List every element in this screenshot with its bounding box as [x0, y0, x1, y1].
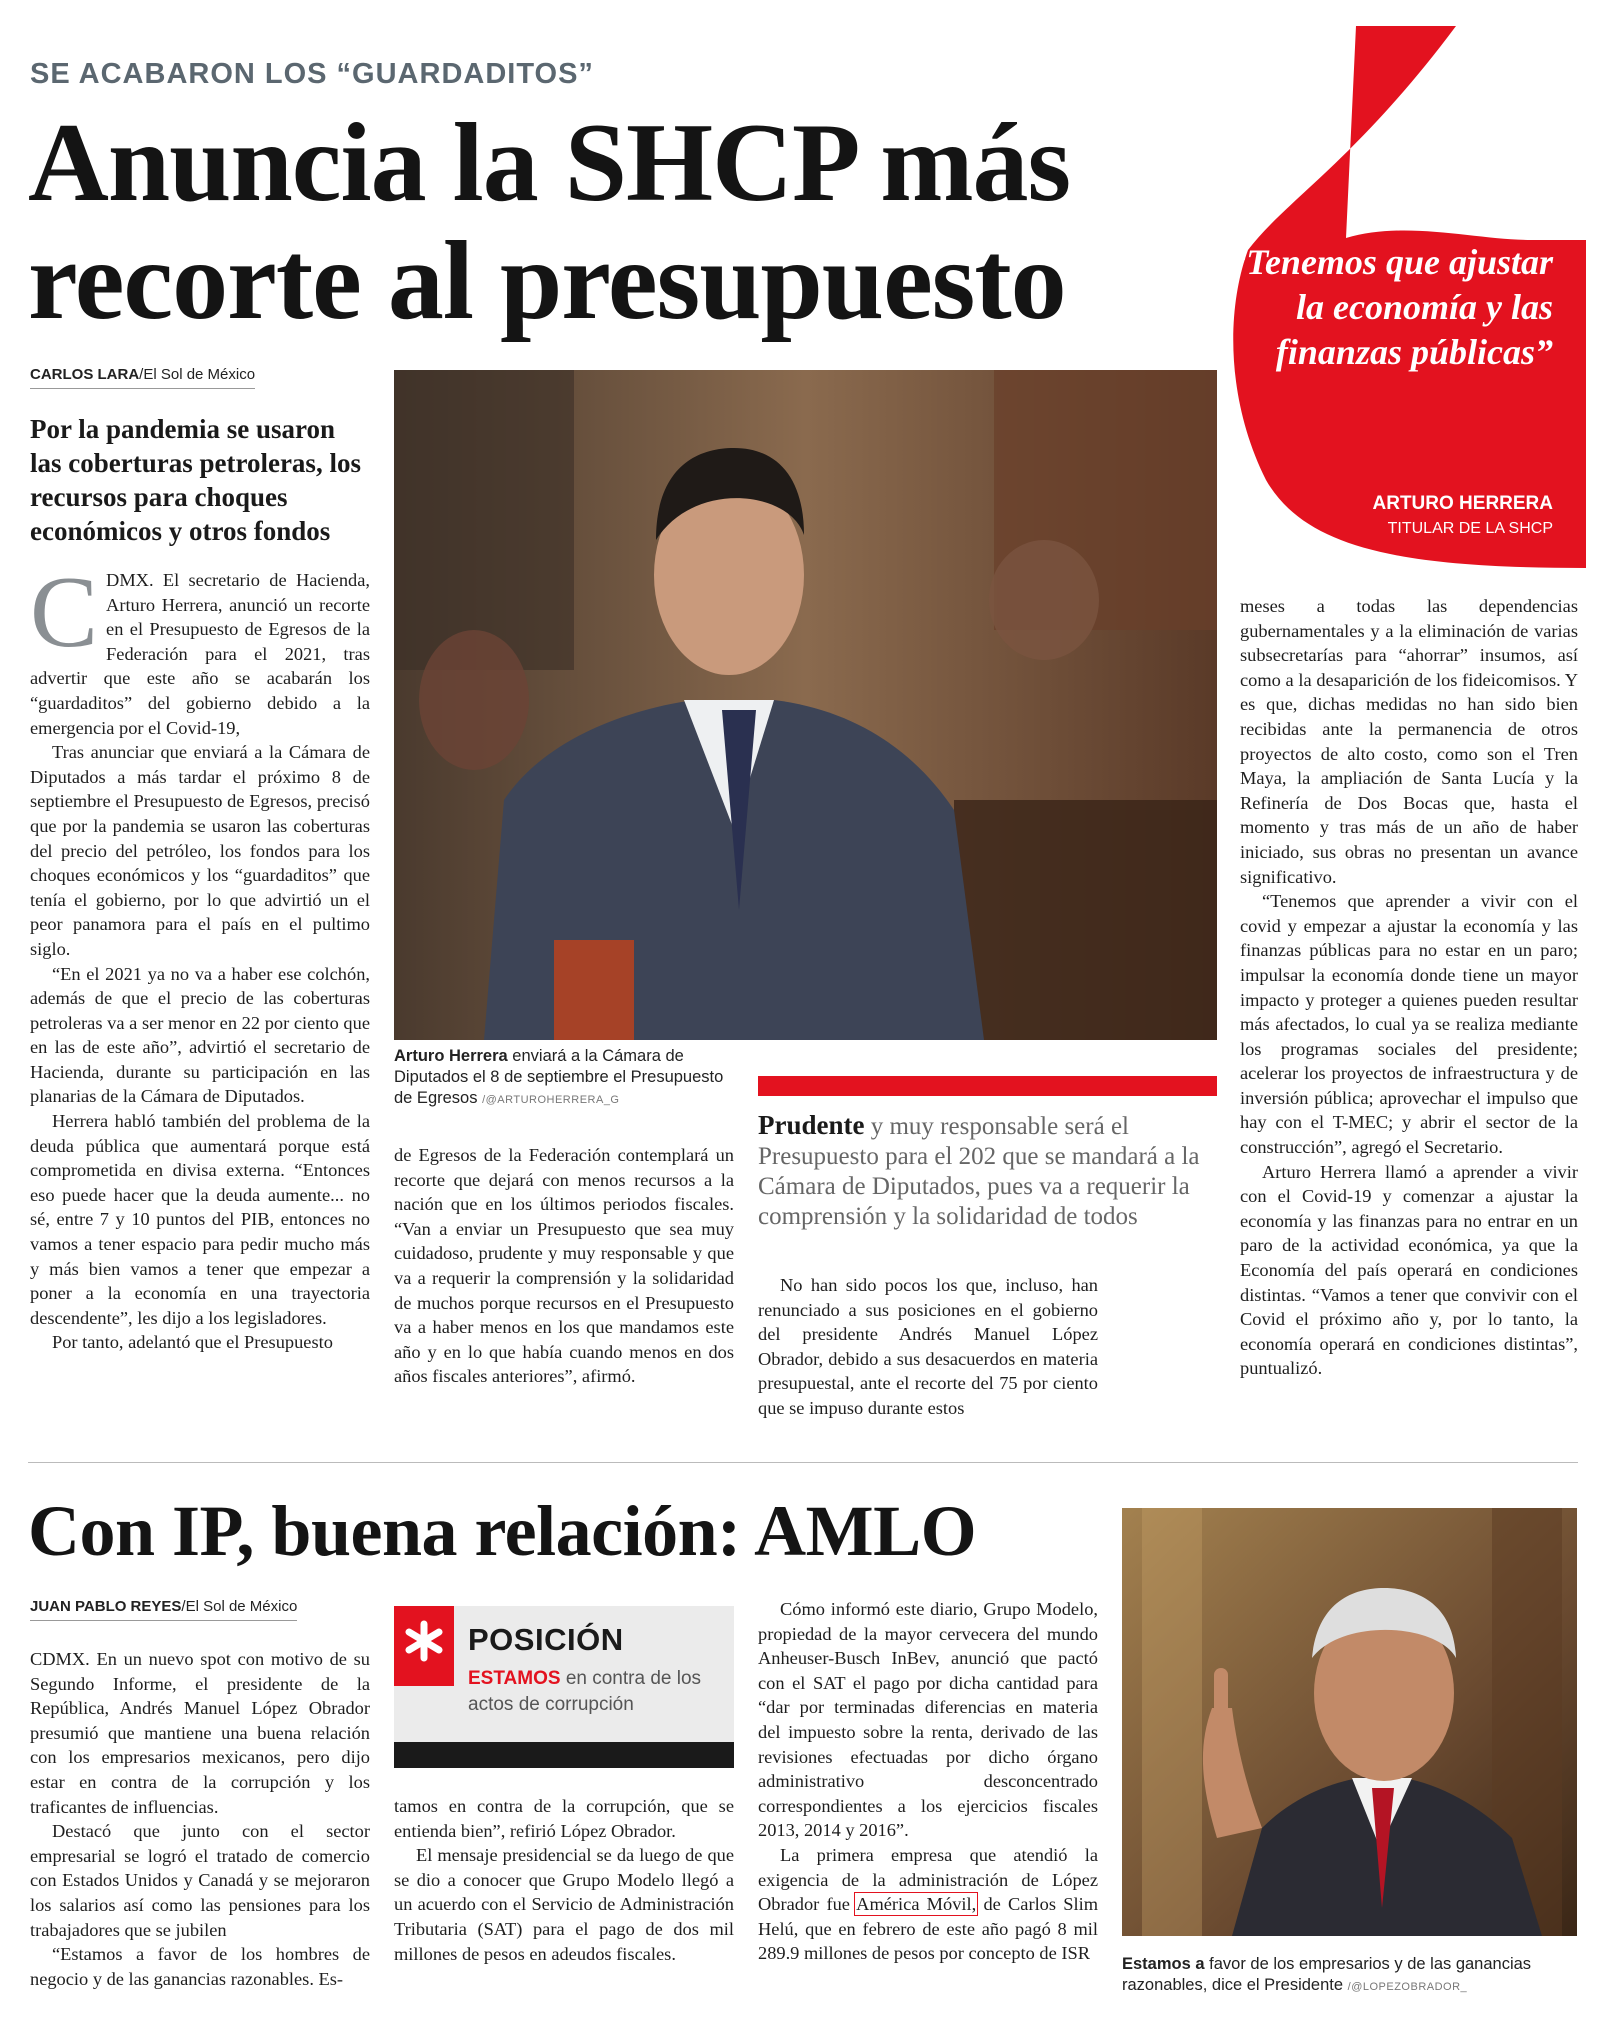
- position-icon-block: [394, 1606, 454, 1686]
- byline-author: JUAN PABLO REYES: [30, 1598, 182, 1615]
- caption-text: enviará a la Cámara de Diputados el 8 de septiembre el Presupuesto de Egresos: [394, 1047, 724, 1107]
- photo-caption-2: [1122, 1954, 1577, 1998]
- paragraph: CDMX. En un nuevo spot con motivo de su Segundo Informe, el presidente de la República, Andrés Manuel López Obrador presumió que mantiene una buena relación con los empresarios mexicanos, pero dijo estar en contra de la corrupción y los traficantes de influencias.: [30, 1649, 370, 1817]
- dropcap: C: [30, 556, 99, 669]
- pullquote: [758, 1110, 1218, 1232]
- position-body: en contra de los actos de corrupción: [468, 1668, 702, 1715]
- article-column-2: [394, 1143, 734, 1389]
- kicker: SE ACABARON LOS “GUARDADITOS”: [30, 58, 594, 90]
- position-box-bar: [394, 1742, 734, 1768]
- article2-column-1: [30, 1647, 370, 1991]
- article2-column-3: [758, 1597, 1098, 1966]
- paragraph-part: La primera empresa que atendió la exigencia de la administración de López Obrador fue: [758, 1844, 1098, 1915]
- photo-arturo-herrera-image: [394, 370, 1217, 1040]
- headline-2: Con IP, buena relación: AMLO: [28, 1491, 977, 1571]
- paragraph: “En el 2021 ya no va a haber ese colchón, además de que el precio de las coberturas petroleras va a ser menor en 22 por ciento que en las de este año”, advirtió el secretario de Hacienda, durante su participación en las planarias de la Cámara de Diputados.: [30, 963, 370, 1107]
- paragraph-part: de Carlos Slim Helú, que en febrero de este año pagó 8 mil 289.9 millones de pesos por concepto de ISR: [758, 1894, 1098, 1964]
- article-column-3: [758, 1273, 1098, 1421]
- asterisk-icon: [394, 1606, 454, 1686]
- article2-column-2: [394, 1794, 734, 1966]
- pullquote-lead: Prudente: [758, 1110, 865, 1140]
- paragraph: tamos en contra de la corrupción, que se entienda bien”, refirió López Obrador.: [394, 1796, 734, 1841]
- byline-2: [30, 1598, 297, 1621]
- paragraph: Herrera habló también del problema de la deuda pública que aumentará porque está comprometida en divisa externa. “Entonces eso puede hacer que la deuda aumente... no sé, entre 7 y 10 puntos del PIB, entonces no vamos a tener espacio para pedir mucho más y más bien vamos a tener que empezar a poner a la economía en una trayectoria descendente”, les dijo a los legisladores.: [30, 1111, 370, 1328]
- byline-author: CARLOS LARA: [30, 366, 140, 383]
- byline-outlet: /El Sol de México: [139, 366, 256, 383]
- quote-role: TITULAR DE LA SHCP: [1387, 520, 1553, 537]
- paragraph: No han sido pocos los que, incluso, han renunciado a sus posiciones en el gobierno del presidente Andrés Manuel López Obrador, debido a sus desacuerdos en materia presupuestal, ante el recorte del 75 por ciento que se impuso durante estos: [758, 1275, 1098, 1418]
- paragraph: “Tenemos que aprender a vivir con el covid y empezar a ajustar la economía y las finanzas públicas para no estar en un paro; impulsar la economía donde tiene un mayor impacto y proteger a quienes pueden resultar más afectados, lo cual ya se realiza mediante los programas sociales del presidente; acelerar los proyectos de infraestructura y de inversión pública; aprovechar el impulso que hay con el T-MEC; y abrir el sector de la construcción”, agregó el Secretario.: [1240, 891, 1578, 1158]
- position-title: POSICIÓN: [468, 1622, 624, 1657]
- quote-text: “Tenemos que ajustar la economía y las finanzas públicas”: [1228, 242, 1553, 372]
- caption-lead: Arturo Herrera: [394, 1047, 508, 1065]
- paragraph: meses a todas las dependencias gubernamentales y a la eliminación de varias subsecretarías para “ahorrar” insumos, así como a la desaparición de los fideicomisos. Y es que, dichas medidas no han sido bien recibidas ante la permanencia de otros proyectos de alto costo, como son el Tren Maya, la ampliación de Santa Lucía y la Refinería de Dos Bocas que, hasta el momento y tras más de un año de haber iniciado, sus obras no presentan un avance significativo.: [1240, 596, 1578, 887]
- byline: [30, 366, 255, 389]
- quote-author: ARTURO HERRERA: [1372, 493, 1553, 514]
- caption-text: favor de los empresarios y de las ganancias razonables, dice el Presidente: [1122, 1955, 1532, 1994]
- paragraph: Arturo Herrera llamó a aprender a vivir con el Covid-19 y comenzar a ajustar la economía y las finanzas para no entrar en un paro de la actividad económica, ya que la Economía del país operará en condiciones distintas. “Vamos a tener que convivir con el Covid el próximo año y, por lo tanto, la economía operará en condiciones distintas”, puntualizó.: [1240, 1161, 1578, 1379]
- photo-arturo-herrera: [394, 370, 1217, 1040]
- deck: Por la pandemia se usaron las coberturas petroleras, los recursos para choques económicos y otros fondos: [30, 414, 361, 546]
- paragraph: de Egresos de la Federación contemplará un recorte que dejará con menos recursos a la nación que en los últimos periodos fiscales. “Van a enviar un Presupuesto que sea muy cuidadoso, prudente y muy responsable y que va a requerir la comprensión y la solidaridad de muchos porque recursos en el Presupuesto va a haber menos en los que mandamos este año y en lo que había cuando menos en dos años fiscales anteriores”, afirmó.: [394, 1145, 734, 1387]
- photo-caption: [394, 1046, 724, 1111]
- paragraph: El mensaje presidencial se da luego de que se dio a conocer que Grupo Modelo llegó a un acuerdo con el Servicio de Administración Tributaria (SAT) para el pago de dos mil millones de pesos en adeudos fiscales.: [394, 1845, 734, 1964]
- paragraph: “Estamos a favor de los hombres de negocio y de las ganancias razonables. Es-: [30, 1944, 370, 1989]
- position-text: [468, 1666, 730, 1718]
- photo-amlo: [1122, 1508, 1577, 1936]
- paragraph: Tras anunciar que enviará a la Cámara de Diputados a más tardar el próximo 8 de septiembre el Presupuesto de Egresos, precisó que por la pandemia se usaron las coberturas del precio del petróleo, los fondos para los choques económicos y los “guardaditos” que tenía el gobierno, por lo que advirtió un el peor panamora para el país en el pultimo siglo.: [30, 742, 370, 959]
- paragraph: Cómo informó este diario, Grupo Modelo, propiedad de la mayor cervecera del mundo Anheuser-Busch InBev, anunció que pactó con el SAT el pago por dicha cantidad para “dar por terminadas diferencias en materia del impuesto sobre la renta, derivado de las revisiones efectuadas por dicho órgano administrativo desconcentrado correspondientes a los ejercicios fiscales 2013, 2014 y 2016”.: [758, 1599, 1098, 1841]
- byline-outlet: /El Sol de México: [181, 1598, 298, 1615]
- pullquote-bar: [758, 1076, 1217, 1096]
- paragraph: DMX. El secretario de Hacienda, Arturo Herrera, anunció un recorte en el Presupuesto de Egresos de la Federación para el 2021, tras advertir que este año se acabarán los “guardaditos” del gobierno debido a la emergencia por el Covid-19,: [30, 570, 370, 738]
- section-divider: [28, 1462, 1578, 1463]
- pullquote-text: y muy responsable será el Presupuesto para el 202 que se mandará a la Cámara de Diputados, pues va a requerir la comprensión y la solidaridad de todos: [758, 1113, 1200, 1230]
- caption-credit: /@LOPEZOBRADOR_: [1347, 1981, 1468, 1993]
- article-column-1: [30, 556, 370, 1355]
- highlighted-company: América Móvil,: [856, 1894, 977, 1915]
- article-column-4: [1240, 594, 1578, 1381]
- photo-amlo-image: [1122, 1508, 1577, 1936]
- paragraph: Destacó que junto con el sector empresarial se logró el tratado de comercio con Estados Unidos y Canadá y se mejoraron los salarios así como las pensiones para los trabajadores que se jubilen: [30, 1821, 370, 1940]
- position-lead: ESTAMOS: [468, 1668, 561, 1689]
- paragraph: [758, 1843, 1098, 1966]
- caption-credit: /@ARTUROHERRERA_G: [482, 1094, 620, 1106]
- headline: Anuncia la SHCP más recorte al presupuesto: [28, 101, 1071, 343]
- caption-lead: Estamos a: [1122, 1955, 1205, 1973]
- paragraph: Por tanto, adelantó que el Presupuesto: [52, 1332, 333, 1353]
